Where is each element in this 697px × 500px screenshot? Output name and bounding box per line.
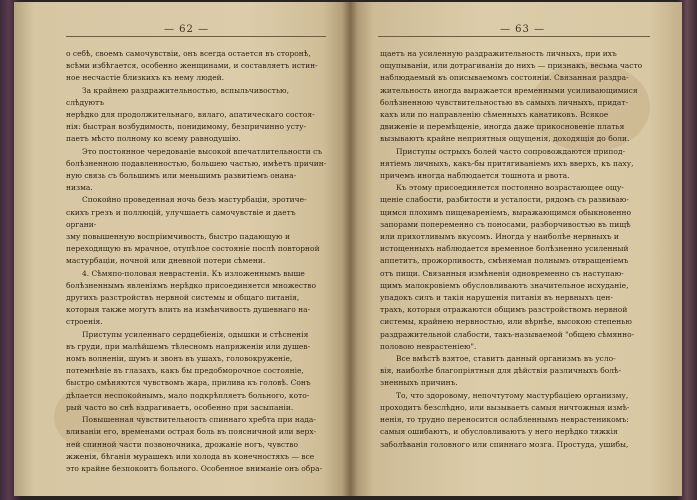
text-line: строенія. xyxy=(66,317,103,327)
right-page-number: — 63 — xyxy=(500,24,546,35)
text-line: болѣзненною чувствительностью въ самыхъ личныхъ, придат- xyxy=(380,97,629,107)
text-line: трахъ, которыя отражаются общимъ разстройствомъ нервной xyxy=(380,305,628,315)
text-line: вія, наиболѣе благопріятныя для дѣйствія различныхъ болѣ- xyxy=(380,366,622,376)
text-line: Приступы усиленнаго сердцебіенія, одышки и стѣсненія xyxy=(82,329,309,339)
text-line: Это постоянное чередованіе высокой впечатлительности съ xyxy=(82,146,323,156)
text-line: потемнѣніе въ глазахъ, какъ бы предобморочное состояніе, xyxy=(66,366,304,376)
text-line: другихъ разстройствъ нервной системы и общаго питанія, xyxy=(66,293,300,303)
left-page-number: — 62 — xyxy=(164,24,210,35)
text-line: которыя также могутъ влить на измѣнчивость душевнаго на- xyxy=(66,305,311,315)
text-line: ную связь съ большимъ или меньшимъ развитіемъ онана- xyxy=(66,171,297,181)
text-line: аппетитъ, прожорливость, смѣняемая полнымъ отвращеніемъ xyxy=(380,256,629,266)
text-line: это крайне безпокоитъ больного. Особенное вниманіе онъ обра- xyxy=(66,463,323,473)
text-line: запорами попеременно съ поносами, разборчивостью въ пищѣ xyxy=(380,219,631,229)
text-line: вызываютъ крайне неприятныя ощущенія, доходящія до боли. xyxy=(380,134,630,144)
text-line: За крайнею раздражительностью, вспыльчивостью, слѣдуютъ xyxy=(66,85,289,107)
book-gutter xyxy=(342,2,358,496)
text-line: щаетъ на усиленную раздражительность личныхъ, при ихъ xyxy=(380,49,617,58)
text-line: жженія, бѣганія мурашекъ или холода въ конечностяхъ — все xyxy=(66,451,315,461)
text-line: нерѣдко для продолжительнаго, вялаго, апатическаго состоя- xyxy=(66,110,315,120)
text-line: упадокъ силъ и такія нарушенія питанія въ нервныхъ цен- xyxy=(380,293,613,303)
text-line: низма. xyxy=(66,183,93,193)
right-page xyxy=(350,2,682,496)
text-line: заболѣванія головного или спиннаго мозга. Простуда, ушибы, xyxy=(380,439,629,449)
text-line: причемъ иногда наблюдается тошнота и рвота. xyxy=(380,171,570,181)
text-line: болѣзненною подавленностью, большею частью, имѣетъ причин- xyxy=(66,158,327,168)
text-line: о себѣ, своемъ самочувствіи, онъ всегда остается въ сторонѣ, xyxy=(66,49,311,58)
text-line: ощупываніи, или дотрагиваніи до нихъ — признакъ, весьма часто xyxy=(380,61,643,71)
text-line: ное несчастіе близкихъ къ нему людей. xyxy=(66,73,225,83)
text-line: паетъ мѣсто полному ко всему равнодушію. xyxy=(66,134,241,144)
text-line: номъ волненіи, шумъ и звонъ въ ушахъ, головокруженіе, xyxy=(66,354,293,364)
text-line: ненія, то трудно переносится ослабленнымъ неврастеникомъ: xyxy=(380,415,629,425)
text-line: рый часто во снѣ вздрагиваетъ, особенно при засыпаніи. xyxy=(66,402,294,412)
text-line: То, что здоровому, непочтутому мастурбаціею организму, xyxy=(396,390,629,400)
text-line: нятіемъ личныхъ, какъ-бы притягиваніемъ ихъ вверхъ, къ паху, xyxy=(380,158,634,168)
right-page-text xyxy=(380,48,652,451)
left-page xyxy=(14,2,350,496)
text-line: щеніе слабости, разбитости и усталости, рядомъ съ развиваю- xyxy=(380,195,629,205)
text-line: зму повышенную воспріимчивость, быстро падающую и xyxy=(66,232,290,242)
text-line: щимъ малокровіемъ обусловливаютъ значительное исхуданіе, xyxy=(380,280,629,290)
text-line: Все вмѣстѣ взятое, ставитъ данный организмъ въ усло- xyxy=(396,354,616,364)
text-line: 4. Сѣмяпо-половая неврастенія. Къ изложеннымъ выше xyxy=(82,268,305,278)
text-line: или прихотливымъ вкусомъ. Иногда у наиболѣе нервныхъ и xyxy=(380,232,619,242)
text-line: мастурбаціи, ночной или дневной потери сѣмени. xyxy=(66,256,266,266)
text-line: быстро смѣняются чувствомъ жара, прилива къ головѣ. Сонъ xyxy=(66,378,311,388)
text-line: Приступы острыхъ болей часто сопровождаются припод- xyxy=(396,146,625,156)
text-line: дѣлается неспокойнымъ, мало подкрѣпляетъ больного, кото- xyxy=(66,390,310,400)
text-line: Спокойно проведенная ночь безъ мастурбаціи, эротиче- xyxy=(82,195,307,205)
text-line: проходитъ безслѣдно, или вызываетъ самыя ничтожныя измѣ- xyxy=(380,402,630,412)
text-line: вливаніи его, временами острая боль въ поясничной или верх- xyxy=(66,427,317,437)
text-line: системы, крайнею нервностью, или вѣрнѣе, высокою степенью xyxy=(380,317,632,327)
text-line: всѣми избѣгается, особенно женщинами, и составляетъ истин- xyxy=(66,61,318,71)
text-line: движеніе и перемѣщеніе, иногда даже прикосновеніе платья xyxy=(380,122,625,132)
text-line: въ груди, при малѣйшемъ тѣлесномъ напряженіи или душев- xyxy=(66,341,311,351)
text-line: нія: быстрая возбудимость, понидимому, безпричинно усту- xyxy=(66,122,307,132)
text-line: истощенныхъ наблюдается временное болѣзненно усиленный xyxy=(380,244,629,254)
left-header-rule xyxy=(66,36,326,37)
text-line: болѣзненнымъ явленіямъ нерѣдко присоединяется множество xyxy=(66,280,317,290)
text-line: наблюдаемый въ описываемомъ состояніи. Связанная раздра- xyxy=(380,73,629,83)
text-line: раздражительной слабости, такъ-называемой "общею сѣмянно- xyxy=(380,329,635,339)
text-line: ней спинной части позвоночника, дрожаніе ногъ, чувство xyxy=(66,439,299,449)
text-line: жительность иногда выражается временными усиливающимися xyxy=(380,85,638,95)
text-line: половою неврастеніею". xyxy=(380,341,477,351)
open-book xyxy=(14,2,682,496)
text-line: щимся плохимъ пищевареніемъ, выражающимся обыкновенно xyxy=(380,207,632,217)
text-line: скихъ грезъ и поллюцій, улучшаетъ самочувствіе и даетъ органи- xyxy=(66,207,296,229)
text-line: переходящую въ мрачное, отупѣлое состояніе послѣ повторной xyxy=(66,244,320,254)
left-page-text xyxy=(66,48,328,475)
text-line: зненныхъ причинъ. xyxy=(380,378,458,388)
text-line: отъ пищи. Связанныя измѣненія одновременно съ наступаю- xyxy=(380,268,624,278)
text-line: Повышенная чувствительность спиннаго хребта при нада- xyxy=(82,415,316,425)
right-header-rule xyxy=(378,36,650,37)
text-line: Къ этому присоединяется постоянно возрастающее ощу- xyxy=(396,183,624,193)
text-line: самыя ошибаютъ, и обусловливаютъ у него нерѣдко тяжкія xyxy=(380,427,618,437)
text-line: кахъ или по направленію сѣменныхъ канатиковъ. Всякое xyxy=(380,110,609,120)
